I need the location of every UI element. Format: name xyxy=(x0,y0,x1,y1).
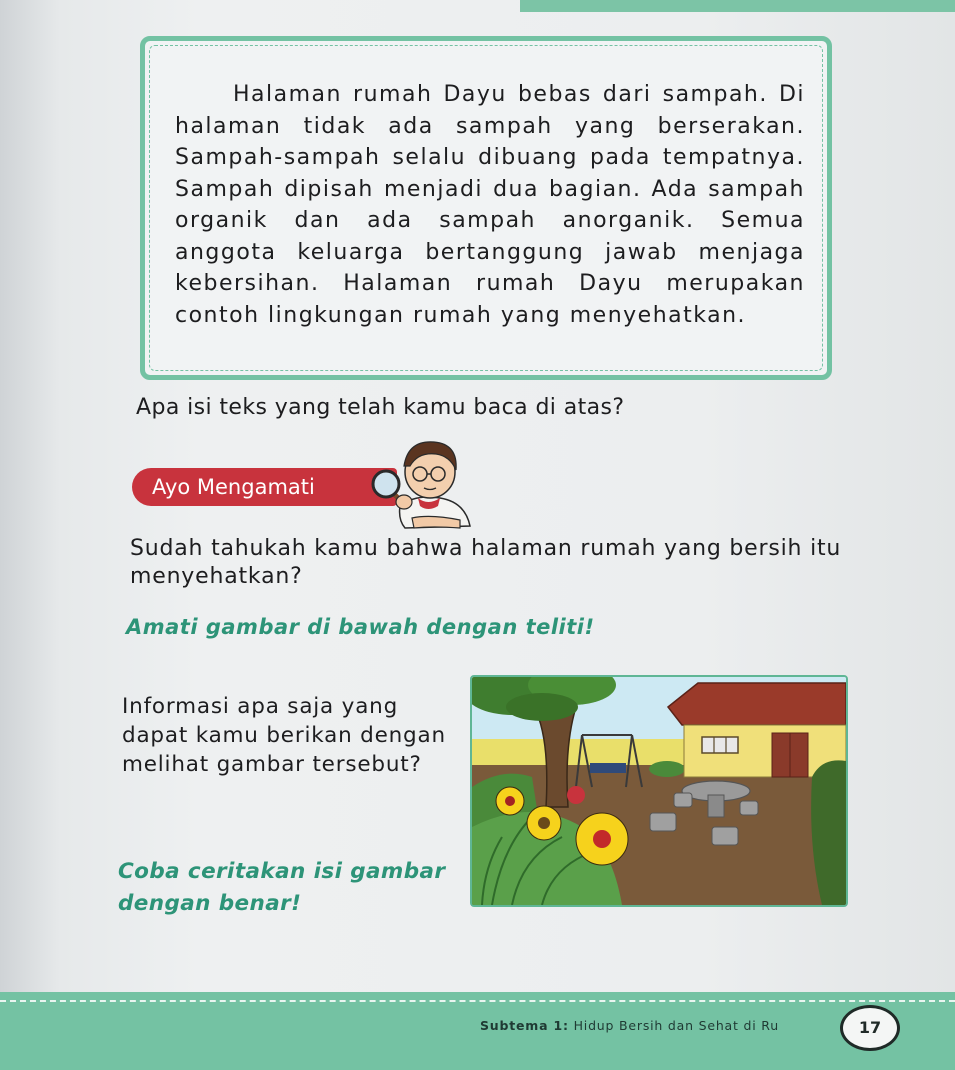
top-decor-band xyxy=(520,0,955,12)
info-question-text: Informasi apa saja yang dapat kamu berikan dengan melihat gambar tersebut? xyxy=(122,694,446,777)
reading-question: Apa isi teks yang telah kamu baca di atas? xyxy=(136,395,625,420)
footer-band xyxy=(0,992,955,1070)
house-yard-illustration xyxy=(470,675,848,907)
subtema-label: Subtema 1: xyxy=(480,1018,569,1033)
boy-with-magnifier-icon xyxy=(360,436,480,532)
task-heading: Coba ceritakan isi gambar dengan benar! xyxy=(118,859,446,916)
house-yard-illustration-svg xyxy=(472,677,846,905)
page-number: 17 xyxy=(840,1005,900,1051)
prompt-text: Sudah tahukah kamu bahwa halaman rumah yang bersih itu menyehatkan? xyxy=(130,536,842,589)
badge-label: Ayo Mengamati xyxy=(152,475,315,499)
ayo-mengamati-badge xyxy=(132,468,397,506)
instruction-heading: Amati gambar di bawah dengan teliti! xyxy=(126,615,595,639)
subtema-title: Hidup Bersih dan Sehat di Ru xyxy=(573,1018,779,1033)
reading-text-box xyxy=(140,36,832,380)
reading-paragraph: Halaman rumah Dayu bebas dari sampah. Di halaman tidak ada sampah yang berserakan. Sampah-sampah selalu dibuang pada tempatnya. Sampah dipisah menjadi dua bagian. Ada sampah organik dan ada sampah anorganik. Semua anggota keluarga bertanggung jawab menjaga kebersihan. Halaman rumah Dayu merupakan contoh lingkungan rumah yang menyehatkan. xyxy=(175,82,805,328)
footer-dashed-line xyxy=(0,1000,955,1002)
footer-subtema xyxy=(480,1018,779,1033)
